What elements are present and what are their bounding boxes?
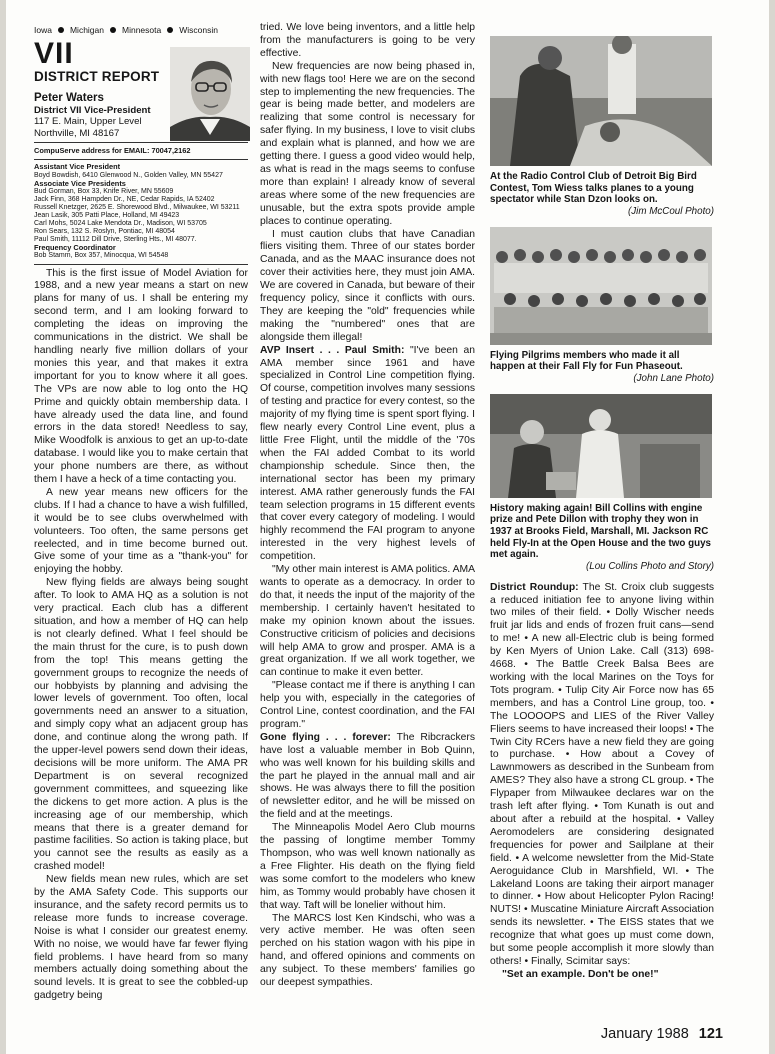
- closing-slogan: "Set an example. Don't be one!": [502, 968, 659, 980]
- column-one: [34, 24, 248, 1003]
- avp-insert-paragraph: AVP Insert . . . Paul Smith: "I've been an AMA member since 1961 and have specialized in Control Line competition flying. Of course, competition involves many sessions of testing and practice for every contest, so the majority of my flying time is spent sport flying. I flew nearly every Control Line event, plus a little Free Flight, until the middle of the '70s when the FAI added Combat to its world championship schedule. Since then, the international sector has been my primary interest. AMA rather generously funds the FAI team selection programs in 15 different events that cover every category of modeling. I would highly recommend the FAI program to anyone interested in the very highest levels of competition.: [260, 344, 476, 563]
- body-paragraph: tried. We love being inventors, and a little help from the manufacturers is going to be very effective.: [260, 22, 475, 59]
- bullet-icon: [58, 27, 64, 33]
- body-paragraph: New flying fields are always being sought after. To look to AMA HQ as a solution is not very practical. Each club has a different situation, and how a member of HQ can help is not clearly defined. What I feel should be the main thrust for the cure, is to push down from the top! This means getting the government groups to recognize the needs of our hobbyists by planning and advising the lower levels of government. Too often, local governments need an answer to a situation, and simply copy what an adjacent group has done, and continue along the wrong path. If the upper-level powers send down their ideas, decisions will be more uniform. The AMA PR Department is on several recognized government committees, and squeezing like the dickens to get more action. A plus is the increasing age of our membership, which means that there is a greater demand for pastime facilities. So action is taking place, but you cannot see the results as easily as a crashed model!: [34, 577, 248, 873]
- bullet-icon: [110, 27, 116, 33]
- photo-credit: (John Lane Photo): [633, 372, 714, 384]
- state-minnesota: Minnesota: [122, 25, 162, 35]
- bullet-icon: [167, 27, 173, 33]
- page-number: 121: [698, 1026, 723, 1042]
- photo-caption: Flying Pilgrims members who made it all happen at their Fall Fly for Fun Phaseout.: [490, 349, 683, 373]
- body-paragraph: The MARCS lost Ken Kindschi, who was a very active member. He was often seen perched on his station wagon with his pipe in hand, and offered opinions and comments on any subject. To these members' families go our deepest sympathies.: [260, 912, 475, 989]
- district-number: VII: [34, 36, 74, 70]
- column-two: [260, 22, 475, 990]
- body-paragraph: "Please contact me if there is anything I can help you with, especially in the categories of Control Line, contest coordination, and the FAI program.": [260, 680, 475, 730]
- frequency-coordinator-heading: Frequency Coordinator: [34, 243, 116, 253]
- divider: [34, 264, 248, 265]
- assistant-vp-heading: Assistant Vice President: [34, 162, 121, 172]
- associate-vp: Bud Gorman, Box 33, Knife River, MN 55609: [34, 187, 174, 195]
- body-paragraph: "My other main interest is AMA politics. AMA wants to operate as a democracy. In order to do that, it needs the input of the majority of the membership. I certainly haven't hesitated to make my opinion known about the issues. Constructive criticism of policies and decisions will help AMA to grow and prosper. AMA is a great organization. If we all work together, we can continue to make it even better.: [260, 564, 475, 679]
- photo-caption: At the Radio Control Club of Detroit Big Bird Contest, Tom Wiess talks planes to a young spectator while Stan Dzon looks on.: [490, 171, 697, 206]
- state-wisconsin: Wisconsin: [179, 25, 218, 35]
- left-page-edge: [0, 0, 6, 1054]
- staff-list: [34, 163, 248, 260]
- photo-flying-pilgrims: [490, 227, 712, 345]
- photo-credit: (Lou Collins Photo and Story): [586, 560, 714, 572]
- frequency-coordinator: Bob Stamm, Box 357, Minocqua, WI 54548: [34, 252, 169, 260]
- body-paragraph: A new year means new officers for the clubs. If I had a chance to have a wish fulfilled, it would be to see clubs overwhelmed with volunteers. Too often, the same persons get reelected, and in time become burned out. Give some of your time as a "thank-you" for enjoying the hobby.: [34, 486, 248, 576]
- vp-name: Peter Waters: [34, 91, 104, 104]
- associate-vp: Jean Lasik, 305 Patti Place, Holland, MI 49423: [34, 211, 180, 219]
- associate-vp: Russell Knetzger, 2625 E. Shorewood Blvd., Milwaukee, WI 53211: [34, 203, 240, 211]
- page-footer: [601, 1026, 723, 1042]
- district-roundup-heading: District Roundup:: [490, 581, 579, 593]
- section-title: DISTRICT REPORT: [34, 68, 160, 84]
- state-michigan: Michigan: [69, 25, 104, 35]
- body-paragraph: I must caution clubs that have Canadian fliers visiting them. Three of our states border Canada, and as the MAAC insurance does not cover their activities here, they must join AMA. We are covered in Canada, but beware of their frequency policy, since it conflicts with ours. They are keeping the "old" frequencies while making the "numbered" ones that are alongside them illegal!: [260, 228, 475, 343]
- photo-big-bird-contest: [490, 36, 712, 166]
- vp-address-line2: Northville, MI 48167: [34, 127, 120, 139]
- right-page-edge: [769, 0, 775, 1054]
- state-iowa: Iowa: [34, 25, 52, 35]
- photo-caption: History making again! Bill Collins with engine prize and Pete Dillon with trophy they won in 1937 at Brooks Field, Marshall, MI. Jackson RC held Fly-In at the Open House and the two guys met again.: [490, 502, 711, 561]
- divider: [34, 142, 248, 143]
- column-three: [490, 36, 714, 982]
- associate-vp: Ron Sears, 132 S. Roslyn, Pontiac, MI 48054: [34, 228, 175, 236]
- associate-vp-heading: Associate Vice Presidents: [34, 178, 126, 188]
- body-paragraph: The Minneapolis Model Aero Club mourns the passing of longtime member Tommy Thompson, who was well known nationally as a Free Flighter. His death on the flying field was some comfort to the modelers who knew him, as Tommy would probably have chosen it that way. Taft will be lonelier without him.: [260, 822, 475, 911]
- assistant-vp: Boyd Bowdish, 6410 Glenwood N., Golden Valley, MN 55427: [34, 171, 223, 179]
- associate-vp: Jack Finn, 368 Hampden Dr., NE, Cedar Rapids, IA 52402: [34, 195, 215, 203]
- avp-insert-heading: AVP Insert . . . Paul Smith:: [260, 344, 405, 356]
- gone-flying-heading: Gone flying . . . forever:: [260, 731, 391, 743]
- body-paragraph: New frequencies are now being phased in, with new flags too! Here we are on the second step to implementing the new frequencies. The gear is being made better, and modelers are realizing that some control is necessary for safer flying. In my business, I love to visit clubs and explain what is planned, and how we are getting there. I guess a good video would help, as what is read in the mags seems to confuse more than explain! I already know of several areas where some of the new frequencies are unusable, but the extra spots provide ample places to continue operating.: [260, 60, 475, 227]
- district-roundup-paragraph: District Roundup: The St. Croix club suggests a reduced initiation fee to anyone living within two miles of their field. • Dolly Wischer needs fruit jar lids and ends of frozen fruit cans—send to me! • A new all-Electric club is being formed by Ken Myers of Union Lake. Call (313) 698-4668. • The Battle Creek Balsa Bees are working with the local Marines on the Toys for Tots program. • Tulip City Air Force now has 65 members, and has a Control Line group, too. • The LOOOOPS and LIES of the River Valley Fliers seems to have increased their loops! • The Twin City RCers have a new field they are going to purchase. • How about a Covey of Lawnmowers as described in the Sunbeam from AMES? They also have a strong CL group. • The Flypaper from Milwaukee declares war on the trash left after flying. • Tom Kunath is out and about after a rebuild at the hospital. • Valley Aeromodelers are considering designated frequencies for power and Sailplane at their field. • A welcome newsletter from the Mid-State Aeroguidance Club in Marshfield, WI. • The Lakeland Loons are taking their airport manager to dinner. • How about Helicopter Pylon Racing! NUTS! • Muscatine Miniature Aircraft Association sends its newsletter. • The EISS states that we recognize that what goes up must come down, but some people accomplish it more slowly than others! • Finally, Scimitar says:: [490, 581, 714, 967]
- associate-vp: Paul Smith, 11112 Dill Drive, Sterling Hts., MI 48077.: [34, 236, 197, 244]
- vp-address-line1: 117 E. Main, Upper Level: [34, 116, 142, 128]
- issue-date: January 1988: [600, 1026, 689, 1042]
- photo-history-making: [490, 394, 712, 498]
- vp-title: District VII Vice-President: [34, 104, 151, 116]
- photo-credit: (Jim McCoul Photo): [627, 205, 714, 217]
- associate-vp: Carl Mohs, 5024 Lake Mendota Dr., Madison, WI 53705: [34, 220, 207, 228]
- district-states: [34, 24, 248, 37]
- body-paragraph: This is the first issue of Model Aviation for 1988, and a new year means a start on new plans for many of us. I shall be entering my second term, and I am looking forward to completing the ideas on improving the communications in the district. We shall be handling nearly five million dollars of your monies this year, and that makes it extra important for you to know where it all goes. The VPs are now able to log onto the HQ Prime and quickly obtain membership data. I have already used the data line, and found errors in the data stored! Needless to say, Mike Woodfolk is anxious to get an up-to-date database. I would like you to make certain that your phone numbers are there, as without them I have a heck of a time contacting you.: [34, 267, 248, 486]
- gone-flying-paragraph: Gone flying . . . forever: The Ribcrackers have lost a valuable member in Bob Quinn, who was well known for his building skills and the part he played in the annual mall and air shows. He was always there to fill the position of newsletter editor, and he will be missed on the field and at the meetings.: [260, 731, 475, 821]
- compuserve-address: CompuServe address for EMAIL: 70047,2162: [34, 146, 191, 156]
- body-paragraph: New fields mean new rules, which are set by the AMA Safety Code. This supports our insurance, and the safety record permits us to release more funds to increase coverage. Noise is what I consider our greatest enemy. With no noise, we would have far fewer flying field problems. I have heard from so many members actually doing something about the sound levels. It is great to see the cobbled-up gadgetry being: [34, 874, 248, 1002]
- divider: [34, 159, 248, 160]
